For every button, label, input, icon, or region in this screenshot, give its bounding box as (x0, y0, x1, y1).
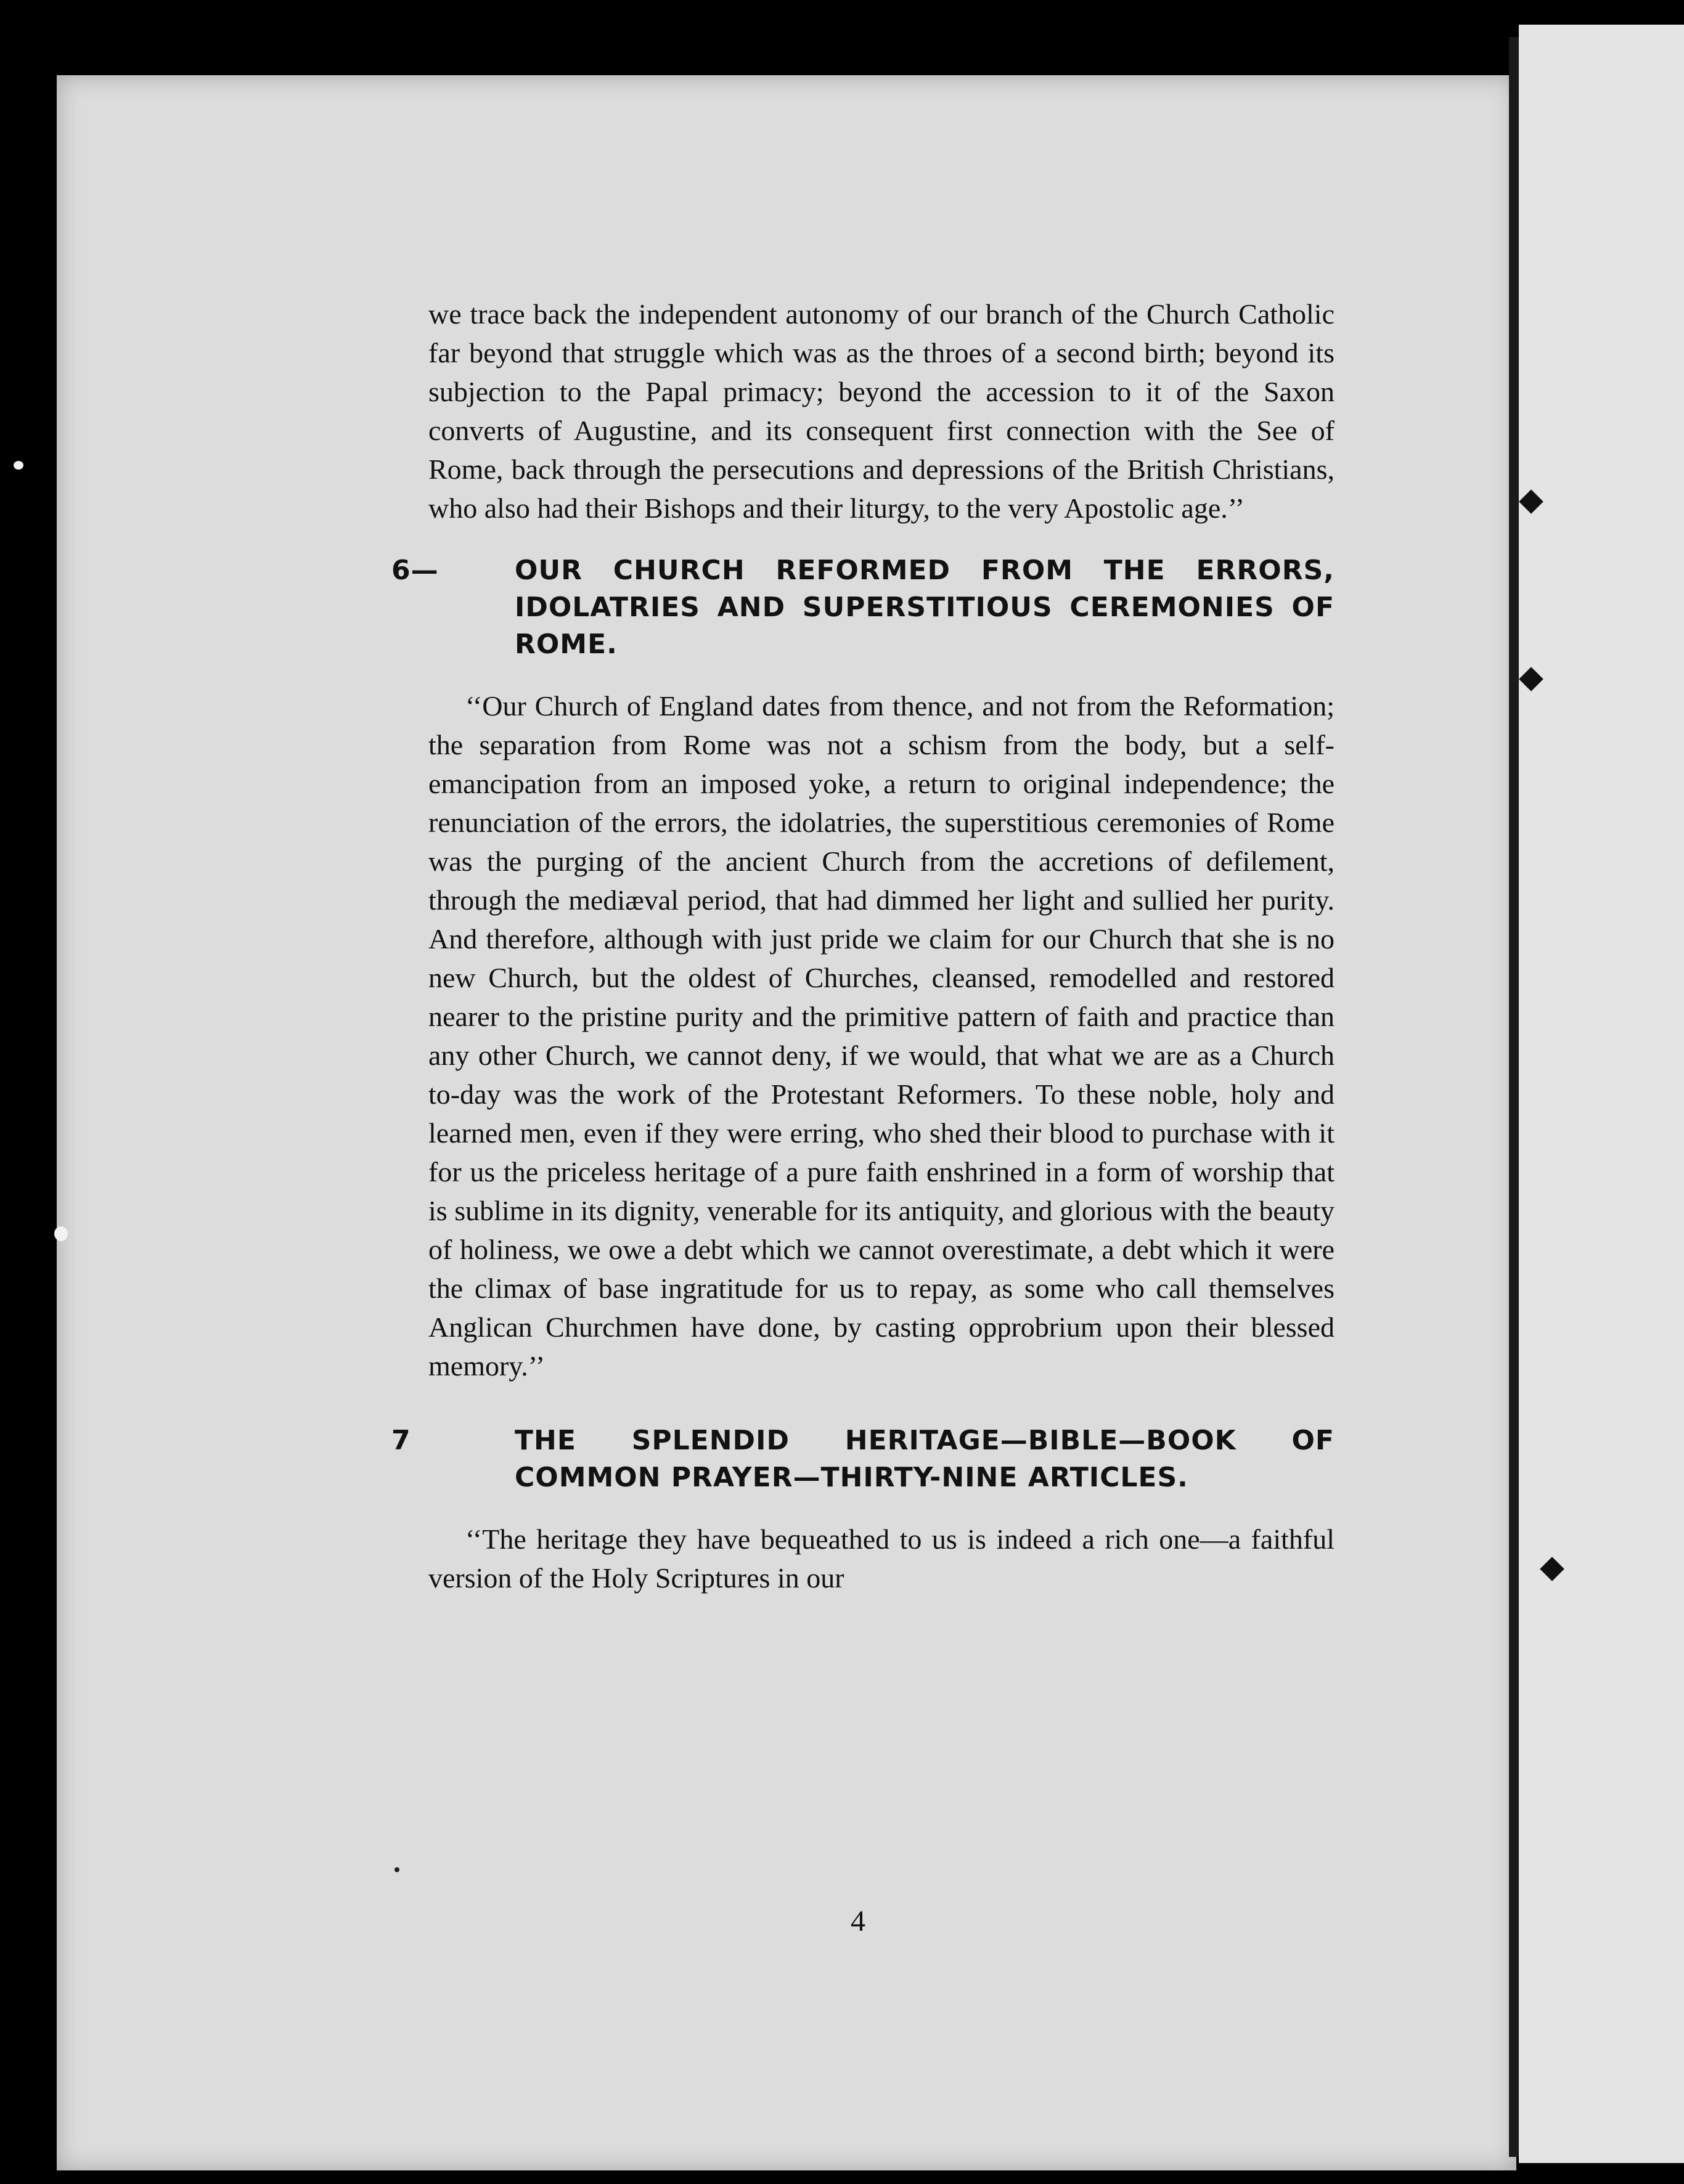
section-6-quote: ‘‘Our Church of England dates from thence, and not from the Reformation; the separation from Rome was not a schism from the body, but a self-emancipation from an imposed yoke, a return to original independence; the renunciation of the errors, the idolatries, the superstitious ceremonies of Rome was the purging of the ancient Church from the accretions of defilement, through the mediæval period, that had dimmed her light and sullied her purity. And therefore, although with just pride we claim for our Church that she is no new Church, but the oldest of Churches, cleansed, remodelled and restored nearer to the pristine purity and the primitive pattern of faith and practice than any other Church, we cannot deny, if we would, that what we are as a Church to-day was the work of the Protestant Reformers. To these noble, holy and learned men, even if they were erring, who shed their blood to purchase with it for us the priceless heritage of a pure faith enshrined in a form of worship that is sublime in its dignity, venerable for its antiquity, and glorious with the beauty of holiness, we owe a debt which we cannot overestimate, a debt which it were the climax of base ingratitude for us to repay, as some who call themselves Anglican Churchmen have done, by casting opprobrium upon their blessed memory.’’ (428, 690, 1335, 1382)
page-number: 4 (851, 1905, 865, 1937)
scan-speck (394, 1867, 399, 1872)
section-6-title: OUR CHURCH REFORMED FROM THE ERRORS, IDOLATRIES AND SUPERSTITIOUS CEREMONIES OF ROME. (515, 555, 1335, 660)
page-body (391, 295, 1335, 1597)
scan-speck (14, 461, 23, 470)
adjacent-page-strip (1519, 25, 1684, 2163)
section-7-number: 7 (391, 1425, 411, 1456)
section-7-title: THE SPLENDID HERITAGE—BIBLE—BOOK OF COMMON PRAYER—THIRTY-NINE ARTICLES. (515, 1425, 1335, 1493)
section-7-heading (391, 1422, 1335, 1496)
continued-paragraph: we trace back the independent autonomy of our branch of the Church Catholic far beyond that struggle which was as the throes of a second birth; beyond its subjection to the Papal primacy; beyond the accession to it of the Saxon converts of Augustine, and its consequent first connection with the See of Rome, back through the persecutions and depressions of the British Christians, who also had their Bishops and their liturgy, to the very Apostolic age.’’ (428, 298, 1335, 524)
section-6-number: 6— (391, 555, 439, 586)
scan-speck (54, 1226, 68, 1241)
section-7-quote: ‘‘The heritage they have bequeathed to us is indeed a rich one—a faithful version of the Holy Scriptures in our (428, 1523, 1335, 1594)
page-edge-shadow (1509, 37, 1519, 2157)
section-6-heading (391, 552, 1335, 663)
